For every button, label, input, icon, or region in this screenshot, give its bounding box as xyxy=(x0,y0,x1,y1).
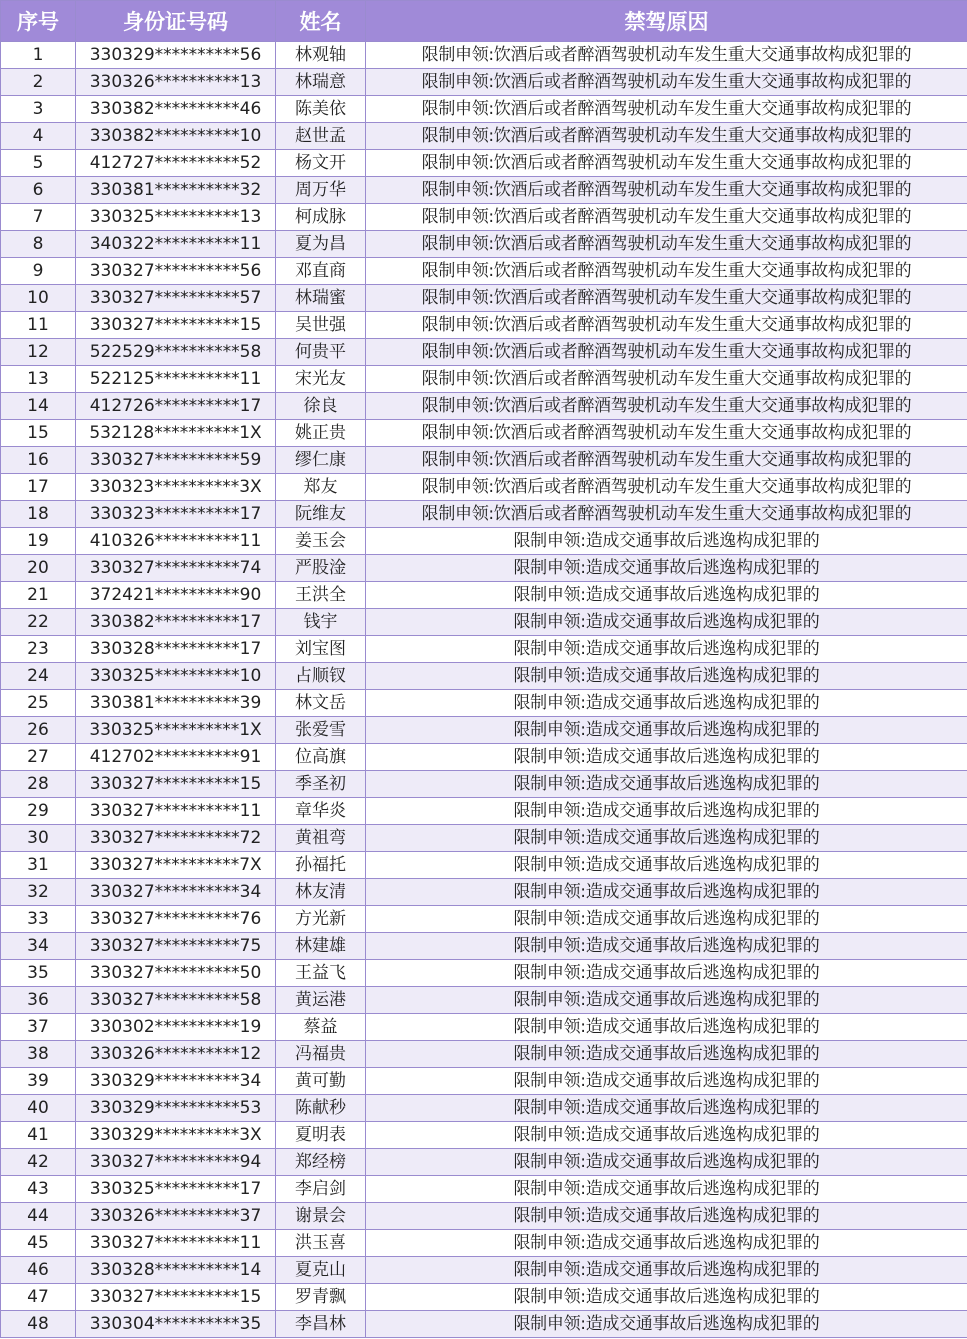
table-row xyxy=(1,258,967,285)
cell-seq: 11 xyxy=(1,312,76,339)
table-row xyxy=(1,1257,967,1284)
cell-seq: 5 xyxy=(1,150,76,177)
table-row xyxy=(1,960,967,987)
cell-reason: 限制申领:造成交通事故后逃逸构成犯罪的 xyxy=(366,798,967,825)
table-row xyxy=(1,42,967,69)
cell-reason: 限制申领:饮酒后或者醉酒驾驶机动车发生重大交通事故构成犯罪的 xyxy=(366,339,967,366)
cell-seq: 47 xyxy=(1,1284,76,1311)
cell-reason: 限制申领:造成交通事故后逃逸构成犯罪的 xyxy=(366,1014,967,1041)
cell-reason: 限制申领:造成交通事故后逃逸构成犯罪的 xyxy=(366,1176,967,1203)
cell-reason: 限制申领:饮酒后或者醉酒驾驶机动车发生重大交通事故构成犯罪的 xyxy=(366,285,967,312)
table-row xyxy=(1,1041,967,1068)
cell-reason: 限制申领:造成交通事故后逃逸构成犯罪的 xyxy=(366,582,967,609)
cell-reason: 限制申领:饮酒后或者醉酒驾驶机动车发生重大交通事故构成犯罪的 xyxy=(366,501,967,528)
cell-name: 方光新 xyxy=(276,906,366,933)
cell-seq: 4 xyxy=(1,123,76,150)
table-row xyxy=(1,987,967,1014)
cell-name: 林观轴 xyxy=(276,42,366,69)
cell-seq: 10 xyxy=(1,285,76,312)
cell-reason: 限制申领:造成交通事故后逃逸构成犯罪的 xyxy=(366,1203,967,1230)
cell-id-number: 330327**********56 xyxy=(76,258,276,285)
cell-seq: 27 xyxy=(1,744,76,771)
cell-seq: 26 xyxy=(1,717,76,744)
cell-name: 林瑞意 xyxy=(276,69,366,96)
cell-seq: 31 xyxy=(1,852,76,879)
cell-id-number: 522529**********58 xyxy=(76,339,276,366)
cell-seq: 14 xyxy=(1,393,76,420)
cell-name: 季圣初 xyxy=(276,771,366,798)
cell-name: 黄可勤 xyxy=(276,1068,366,1095)
cell-name: 杨文开 xyxy=(276,150,366,177)
table-row xyxy=(1,771,967,798)
cell-name: 刘宝图 xyxy=(276,636,366,663)
cell-id-number: 330329**********3X xyxy=(76,1122,276,1149)
cell-id-number: 330381**********39 xyxy=(76,690,276,717)
cell-id-number: 330327**********58 xyxy=(76,987,276,1014)
cell-reason: 限制申领:造成交通事故后逃逸构成犯罪的 xyxy=(366,879,967,906)
cell-id-number: 330327**********11 xyxy=(76,1230,276,1257)
cell-seq: 25 xyxy=(1,690,76,717)
table-row xyxy=(1,204,967,231)
cell-name: 徐良 xyxy=(276,393,366,420)
cell-name: 郑友 xyxy=(276,474,366,501)
cell-seq: 42 xyxy=(1,1149,76,1176)
cell-name: 姚正贵 xyxy=(276,420,366,447)
cell-reason: 限制申领:造成交通事故后逃逸构成犯罪的 xyxy=(366,1122,967,1149)
cell-seq: 18 xyxy=(1,501,76,528)
table-row xyxy=(1,474,967,501)
cell-reason: 限制申领:饮酒后或者醉酒驾驶机动车发生重大交通事故构成犯罪的 xyxy=(366,366,967,393)
table-row xyxy=(1,231,967,258)
cell-id-number: 412702**********91 xyxy=(76,744,276,771)
cell-name: 谢景会 xyxy=(276,1203,366,1230)
cell-name: 钱宇 xyxy=(276,609,366,636)
cell-seq: 44 xyxy=(1,1203,76,1230)
cell-seq: 43 xyxy=(1,1176,76,1203)
table-row xyxy=(1,501,967,528)
cell-reason: 限制申领:饮酒后或者醉酒驾驶机动车发生重大交通事故构成犯罪的 xyxy=(366,231,967,258)
cell-id-number: 330327**********50 xyxy=(76,960,276,987)
table-row xyxy=(1,1203,967,1230)
table-row xyxy=(1,1095,967,1122)
cell-reason: 限制申领:饮酒后或者醉酒驾驶机动车发生重大交通事故构成犯罪的 xyxy=(366,123,967,150)
cell-reason: 限制申领:饮酒后或者醉酒驾驶机动车发生重大交通事故构成犯罪的 xyxy=(366,474,967,501)
cell-id-number: 330329**********56 xyxy=(76,42,276,69)
cell-name: 李昌林 xyxy=(276,1311,366,1338)
cell-reason: 限制申领:饮酒后或者醉酒驾驶机动车发生重大交通事故构成犯罪的 xyxy=(366,150,967,177)
cell-name: 林文岳 xyxy=(276,690,366,717)
cell-id-number: 330329**********53 xyxy=(76,1095,276,1122)
cell-seq: 15 xyxy=(1,420,76,447)
cell-seq: 37 xyxy=(1,1014,76,1041)
cell-id-number: 330382**********10 xyxy=(76,123,276,150)
cell-id-number: 330382**********17 xyxy=(76,609,276,636)
cell-seq: 34 xyxy=(1,933,76,960)
cell-id-number: 330325**********1X xyxy=(76,717,276,744)
cell-seq: 38 xyxy=(1,1041,76,1068)
cell-seq: 1 xyxy=(1,42,76,69)
cell-seq: 6 xyxy=(1,177,76,204)
table-row xyxy=(1,1230,967,1257)
cell-seq: 40 xyxy=(1,1095,76,1122)
cell-reason: 限制申领:造成交通事故后逃逸构成犯罪的 xyxy=(366,987,967,1014)
table-row xyxy=(1,906,967,933)
cell-id-number: 522125**********11 xyxy=(76,366,276,393)
cell-reason: 限制申领:造成交通事故后逃逸构成犯罪的 xyxy=(366,825,967,852)
cell-reason: 限制申领:造成交通事故后逃逸构成犯罪的 xyxy=(366,1095,967,1122)
cell-name: 孙福托 xyxy=(276,852,366,879)
cell-name: 吴世强 xyxy=(276,312,366,339)
cell-name: 蔡益 xyxy=(276,1014,366,1041)
cell-seq: 7 xyxy=(1,204,76,231)
table-row xyxy=(1,1068,967,1095)
header-id-number: 身份证号码 xyxy=(76,1,276,42)
cell-reason: 限制申领:饮酒后或者醉酒驾驶机动车发生重大交通事故构成犯罪的 xyxy=(366,204,967,231)
cell-reason: 限制申领:饮酒后或者醉酒驾驶机动车发生重大交通事故构成犯罪的 xyxy=(366,177,967,204)
table-row xyxy=(1,798,967,825)
cell-id-number: 410326**********11 xyxy=(76,528,276,555)
table-header-row xyxy=(1,1,967,42)
cell-id-number: 330327**********15 xyxy=(76,771,276,798)
table-row xyxy=(1,933,967,960)
table-row xyxy=(1,1149,967,1176)
cell-reason: 限制申领:饮酒后或者醉酒驾驶机动车发生重大交通事故构成犯罪的 xyxy=(366,96,967,123)
cell-seq: 12 xyxy=(1,339,76,366)
cell-name: 宋光友 xyxy=(276,366,366,393)
cell-name: 严股淦 xyxy=(276,555,366,582)
cell-seq: 29 xyxy=(1,798,76,825)
cell-reason: 限制申领:造成交通事故后逃逸构成犯罪的 xyxy=(366,1068,967,1095)
cell-id-number: 412726**********17 xyxy=(76,393,276,420)
cell-name: 占顺钗 xyxy=(276,663,366,690)
cell-id-number: 330329**********34 xyxy=(76,1068,276,1095)
cell-seq: 13 xyxy=(1,366,76,393)
cell-name: 夏为昌 xyxy=(276,231,366,258)
cell-id-number: 330327**********74 xyxy=(76,555,276,582)
cell-reason: 限制申领:饮酒后或者醉酒驾驶机动车发生重大交通事故构成犯罪的 xyxy=(366,393,967,420)
cell-id-number: 330323**********17 xyxy=(76,501,276,528)
cell-name: 黄祖弯 xyxy=(276,825,366,852)
cell-name: 赵世孟 xyxy=(276,123,366,150)
cell-seq: 48 xyxy=(1,1311,76,1338)
cell-id-number: 330327**********15 xyxy=(76,1284,276,1311)
cell-name: 洪玉喜 xyxy=(276,1230,366,1257)
cell-name: 夏克山 xyxy=(276,1257,366,1284)
cell-reason: 限制申领:造成交通事故后逃逸构成犯罪的 xyxy=(366,1041,967,1068)
table-row xyxy=(1,690,967,717)
cell-id-number: 330328**********14 xyxy=(76,1257,276,1284)
cell-seq: 39 xyxy=(1,1068,76,1095)
cell-id-number: 330325**********13 xyxy=(76,204,276,231)
table-row xyxy=(1,447,967,474)
table-row xyxy=(1,150,967,177)
table-row xyxy=(1,96,967,123)
table-row xyxy=(1,1122,967,1149)
table-row xyxy=(1,420,967,447)
cell-name: 陈美依 xyxy=(276,96,366,123)
table-row xyxy=(1,393,967,420)
cell-id-number: 330327**********11 xyxy=(76,798,276,825)
cell-reason: 限制申领:造成交通事故后逃逸构成犯罪的 xyxy=(366,1311,967,1338)
table-body xyxy=(1,42,967,1338)
cell-id-number: 330302**********19 xyxy=(76,1014,276,1041)
cell-seq: 2 xyxy=(1,69,76,96)
cell-seq: 45 xyxy=(1,1230,76,1257)
cell-name: 姜玉会 xyxy=(276,528,366,555)
cell-name: 李启剑 xyxy=(276,1176,366,1203)
cell-reason: 限制申领:饮酒后或者醉酒驾驶机动车发生重大交通事故构成犯罪的 xyxy=(366,42,967,69)
table-row xyxy=(1,555,967,582)
table-row xyxy=(1,636,967,663)
table-row xyxy=(1,1311,967,1338)
table-row xyxy=(1,339,967,366)
cell-id-number: 330327**********72 xyxy=(76,825,276,852)
table-row xyxy=(1,582,967,609)
cell-id-number: 330327**********94 xyxy=(76,1149,276,1176)
header-reason: 禁驾原因 xyxy=(366,1,967,42)
table-row xyxy=(1,609,967,636)
cell-reason: 限制申领:造成交通事故后逃逸构成犯罪的 xyxy=(366,690,967,717)
cell-id-number: 330327**********59 xyxy=(76,447,276,474)
cell-seq: 32 xyxy=(1,879,76,906)
cell-id-number: 340322**********11 xyxy=(76,231,276,258)
cell-id-number: 330323**********3X xyxy=(76,474,276,501)
cell-id-number: 330325**********10 xyxy=(76,663,276,690)
table-row xyxy=(1,123,967,150)
cell-seq: 3 xyxy=(1,96,76,123)
header-name: 姓名 xyxy=(276,1,366,42)
cell-name: 林建雄 xyxy=(276,933,366,960)
cell-seq: 24 xyxy=(1,663,76,690)
cell-id-number: 330327**********75 xyxy=(76,933,276,960)
cell-name: 张爱雪 xyxy=(276,717,366,744)
table-row xyxy=(1,1284,967,1311)
cell-seq: 22 xyxy=(1,609,76,636)
cell-name: 缪仁康 xyxy=(276,447,366,474)
cell-name: 何贵平 xyxy=(276,339,366,366)
header-seq: 序号 xyxy=(1,1,76,42)
cell-seq: 35 xyxy=(1,960,76,987)
cell-reason: 限制申领:造成交通事故后逃逸构成犯罪的 xyxy=(366,1284,967,1311)
cell-name: 章华炎 xyxy=(276,798,366,825)
cell-id-number: 532128**********1X xyxy=(76,420,276,447)
cell-reason: 限制申领:饮酒后或者醉酒驾驶机动车发生重大交通事故构成犯罪的 xyxy=(366,312,967,339)
cell-name: 冯福贵 xyxy=(276,1041,366,1068)
cell-seq: 9 xyxy=(1,258,76,285)
cell-reason: 限制申领:造成交通事故后逃逸构成犯罪的 xyxy=(366,933,967,960)
cell-reason: 限制申领:造成交通事故后逃逸构成犯罪的 xyxy=(366,1149,967,1176)
cell-id-number: 330327**********34 xyxy=(76,879,276,906)
cell-seq: 19 xyxy=(1,528,76,555)
cell-seq: 36 xyxy=(1,987,76,1014)
cell-id-number: 330327**********76 xyxy=(76,906,276,933)
cell-reason: 限制申领:饮酒后或者醉酒驾驶机动车发生重大交通事故构成犯罪的 xyxy=(366,447,967,474)
table-row xyxy=(1,366,967,393)
cell-seq: 30 xyxy=(1,825,76,852)
cell-id-number: 412727**********52 xyxy=(76,150,276,177)
cell-seq: 46 xyxy=(1,1257,76,1284)
cell-seq: 33 xyxy=(1,906,76,933)
cell-id-number: 330328**********17 xyxy=(76,636,276,663)
table-row xyxy=(1,528,967,555)
cell-name: 王洪全 xyxy=(276,582,366,609)
cell-name: 王益飞 xyxy=(276,960,366,987)
table-row xyxy=(1,717,967,744)
cell-seq: 8 xyxy=(1,231,76,258)
table-row xyxy=(1,69,967,96)
cell-name: 邓直商 xyxy=(276,258,366,285)
cell-reason: 限制申领:造成交通事故后逃逸构成犯罪的 xyxy=(366,906,967,933)
cell-reason: 限制申领:造成交通事故后逃逸构成犯罪的 xyxy=(366,744,967,771)
cell-reason: 限制申领:造成交通事故后逃逸构成犯罪的 xyxy=(366,609,967,636)
cell-reason: 限制申领:造成交通事故后逃逸构成犯罪的 xyxy=(366,852,967,879)
cell-name: 周万华 xyxy=(276,177,366,204)
cell-name: 柯成脉 xyxy=(276,204,366,231)
table-row xyxy=(1,825,967,852)
cell-id-number: 372421**********90 xyxy=(76,582,276,609)
cell-name: 陈献秒 xyxy=(276,1095,366,1122)
table-row xyxy=(1,1014,967,1041)
cell-id-number: 330382**********46 xyxy=(76,96,276,123)
cell-id-number: 330325**********17 xyxy=(76,1176,276,1203)
table-row xyxy=(1,1176,967,1203)
cell-reason: 限制申领:造成交通事故后逃逸构成犯罪的 xyxy=(366,1257,967,1284)
table-row xyxy=(1,177,967,204)
cell-reason: 限制申领:造成交通事故后逃逸构成犯罪的 xyxy=(366,771,967,798)
cell-reason: 限制申领:造成交通事故后逃逸构成犯罪的 xyxy=(366,960,967,987)
cell-name: 黄运港 xyxy=(276,987,366,1014)
cell-id-number: 330326**********12 xyxy=(76,1041,276,1068)
cell-reason: 限制申领:造成交通事故后逃逸构成犯罪的 xyxy=(366,555,967,582)
cell-seq: 17 xyxy=(1,474,76,501)
cell-name: 夏明表 xyxy=(276,1122,366,1149)
cell-id-number: 330326**********37 xyxy=(76,1203,276,1230)
cell-reason: 限制申领:造成交通事故后逃逸构成犯罪的 xyxy=(366,717,967,744)
cell-reason: 限制申领:饮酒后或者醉酒驾驶机动车发生重大交通事故构成犯罪的 xyxy=(366,69,967,96)
cell-name: 郑经榜 xyxy=(276,1149,366,1176)
cell-reason: 限制申领:造成交通事故后逃逸构成犯罪的 xyxy=(366,636,967,663)
cell-seq: 16 xyxy=(1,447,76,474)
cell-name: 林友清 xyxy=(276,879,366,906)
table-row xyxy=(1,285,967,312)
cell-reason: 限制申领:造成交通事故后逃逸构成犯罪的 xyxy=(366,663,967,690)
cell-seq: 21 xyxy=(1,582,76,609)
table-row xyxy=(1,744,967,771)
cell-seq: 28 xyxy=(1,771,76,798)
cell-seq: 41 xyxy=(1,1122,76,1149)
cell-id-number: 330327**********15 xyxy=(76,312,276,339)
table-row xyxy=(1,852,967,879)
cell-id-number: 330381**********32 xyxy=(76,177,276,204)
cell-name: 位高旗 xyxy=(276,744,366,771)
cell-id-number: 330304**********35 xyxy=(76,1311,276,1338)
cell-name: 罗青飘 xyxy=(276,1284,366,1311)
cell-reason: 限制申领:造成交通事故后逃逸构成犯罪的 xyxy=(366,528,967,555)
table-row xyxy=(1,879,967,906)
table-row xyxy=(1,663,967,690)
cell-name: 林瑞蜜 xyxy=(276,285,366,312)
cell-seq: 23 xyxy=(1,636,76,663)
cell-id-number: 330327**********7X xyxy=(76,852,276,879)
cell-seq: 20 xyxy=(1,555,76,582)
cell-reason: 限制申领:饮酒后或者醉酒驾驶机动车发生重大交通事故构成犯罪的 xyxy=(366,420,967,447)
table-row xyxy=(1,312,967,339)
cell-id-number: 330327**********57 xyxy=(76,285,276,312)
cell-reason: 限制申领:饮酒后或者醉酒驾驶机动车发生重大交通事故构成犯罪的 xyxy=(366,258,967,285)
cell-id-number: 330326**********13 xyxy=(76,69,276,96)
cell-reason: 限制申领:造成交通事故后逃逸构成犯罪的 xyxy=(366,1230,967,1257)
cell-name: 阮维友 xyxy=(276,501,366,528)
